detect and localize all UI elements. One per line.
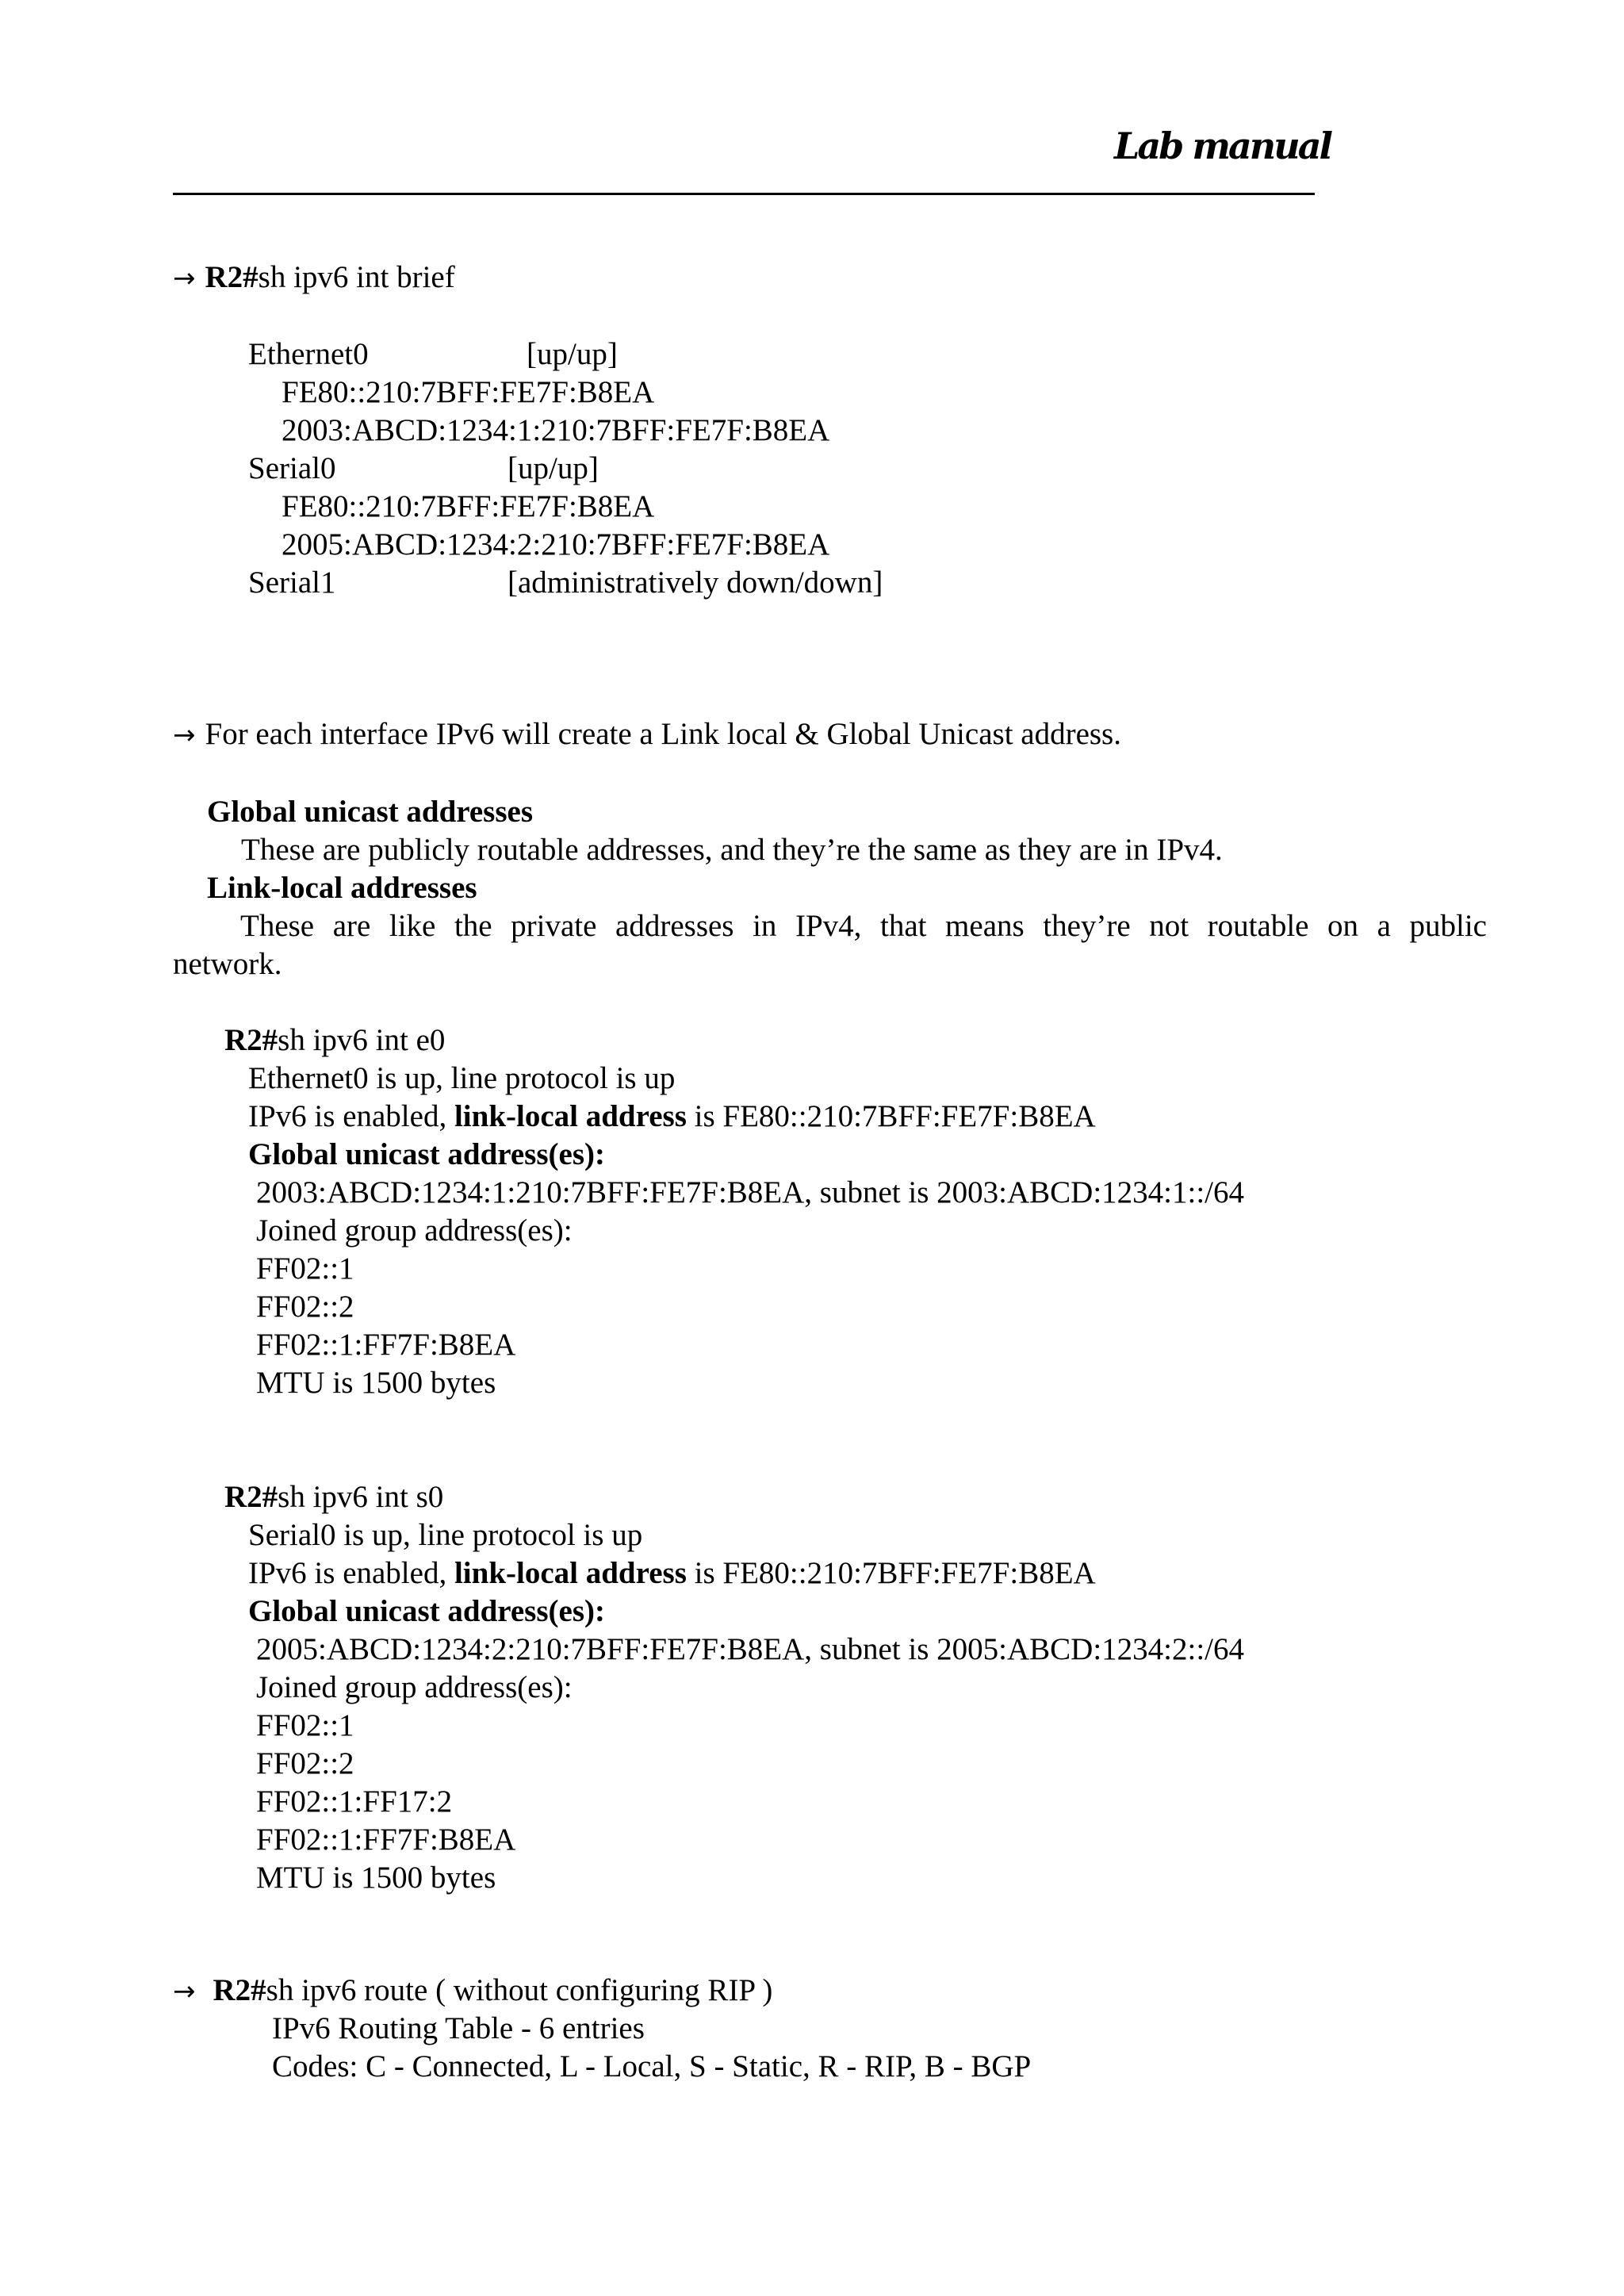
command-text: sh ipv6 int e0 <box>278 1023 446 1057</box>
e0-group-address: FF02::2 <box>256 1290 354 1324</box>
brief-eth0-addr2: 2003:ABCD:1234:1:210:7BFF:FE7F:B8EA <box>282 413 830 447</box>
brief-s1-state: [administratively down/down] <box>508 565 883 600</box>
e0-link-local-line: IPv6 is enabled, link-local address is FE80::210:7BFF:FE7F:B8EA <box>248 1099 1096 1133</box>
s0-global-address: 2005:ABCD:1234:2:210:7BFF:FE7F:B8EA, subnet is 2005:ABCD:1234:2::/64 <box>256 1632 1245 1666</box>
e0-joined-groups-label: Joined group address(es): <box>256 1213 573 1248</box>
brief-s0-addr1: FE80::210:7BFF:FE7F:B8EA <box>282 489 655 523</box>
s0-joined-groups-label: Joined group address(es): <box>256 1670 573 1704</box>
router-prompt: R2# <box>213 1973 266 2007</box>
brief-eth0-state: [up/up] <box>527 337 618 371</box>
router-prompt: R2# <box>224 1023 278 1057</box>
brief-command-line <box>173 259 455 297</box>
link-local-text-line1: These are like the private addresses in IPv4, that means they’re not routable on a public <box>240 909 1487 943</box>
brief-s1-name: Serial1 <box>248 565 336 600</box>
brief-s0-name: Serial0 <box>248 451 336 485</box>
brief-eth0-name: Ethernet0 <box>248 337 369 371</box>
link-local-text <box>173 907 1487 983</box>
right-arrow-icon: → <box>173 263 196 294</box>
e0-command-line <box>224 1022 445 1060</box>
s0-group-address: FF02::1:FF17:2 <box>256 1784 453 1819</box>
route-codes-legend: Codes: C - Connected, L - Local, S - Static, R - RIP, B - BGP <box>272 2049 1032 2083</box>
link-local-text-line2: network. <box>173 947 282 981</box>
s0-global-heading: Global unicast address(es): <box>248 1594 605 1628</box>
command-text: sh ipv6 int brief <box>258 260 455 294</box>
header-divider <box>173 193 1315 195</box>
brief-s0-state: [up/up] <box>508 451 599 485</box>
route-table-summary: IPv6 Routing Table - 6 entries <box>272 2011 645 2045</box>
command-text: sh ipv6 int s0 <box>278 1480 444 1514</box>
route-command-line <box>173 1972 772 2010</box>
interface-address-note <box>173 715 1121 754</box>
s0-command-line <box>224 1478 443 1516</box>
s0-group-address: FF02::1:FF7F:B8EA <box>256 1823 516 1857</box>
e0-global-address: 2003:ABCD:1234:1:210:7BFF:FE7F:B8EA, subnet is 2003:ABCD:1234:1::/64 <box>256 1175 1245 1209</box>
global-unicast-heading: Global unicast addresses <box>207 795 534 829</box>
router-prompt: R2# <box>205 260 259 294</box>
e0-status-line: Ethernet0 is up, line protocol is up <box>248 1061 676 1095</box>
e0-global-heading: Global unicast address(es): <box>248 1137 605 1171</box>
s0-group-address: FF02::1 <box>256 1708 354 1742</box>
e0-mtu: MTU is 1500 bytes <box>256 1366 496 1400</box>
brief-eth0-addr1: FE80::210:7BFF:FE7F:B8EA <box>282 375 655 409</box>
s0-status-line: Serial0 is up, line protocol is up <box>248 1518 643 1552</box>
right-arrow-icon: → <box>173 719 196 751</box>
brief-s0-addr2: 2005:ABCD:1234:2:210:7BFF:FE7F:B8EA <box>282 527 830 562</box>
e0-group-address: FF02::1:FF7F:B8EA <box>256 1328 516 1362</box>
note-text: For each interface IPv6 will create a Link local & Global Unicast address. <box>205 717 1121 751</box>
s0-mtu: MTU is 1500 bytes <box>256 1861 496 1895</box>
right-arrow-icon: → <box>173 1976 196 2007</box>
page-header-title: Lab manual <box>1114 125 1331 167</box>
global-unicast-text: These are publicly routable addresses, and they’re the same as they are in IPv4. <box>241 833 1223 867</box>
s0-group-address: FF02::2 <box>256 1746 354 1780</box>
e0-group-address: FF02::1 <box>256 1251 354 1286</box>
command-text: sh ipv6 route ( without configuring RIP ) <box>266 1973 773 2007</box>
link-local-heading: Link-local addresses <box>207 871 477 905</box>
router-prompt: R2# <box>224 1480 278 1514</box>
s0-link-local-line: IPv6 is enabled, link-local address is FE80::210:7BFF:FE7F:B8EA <box>248 1556 1096 1590</box>
